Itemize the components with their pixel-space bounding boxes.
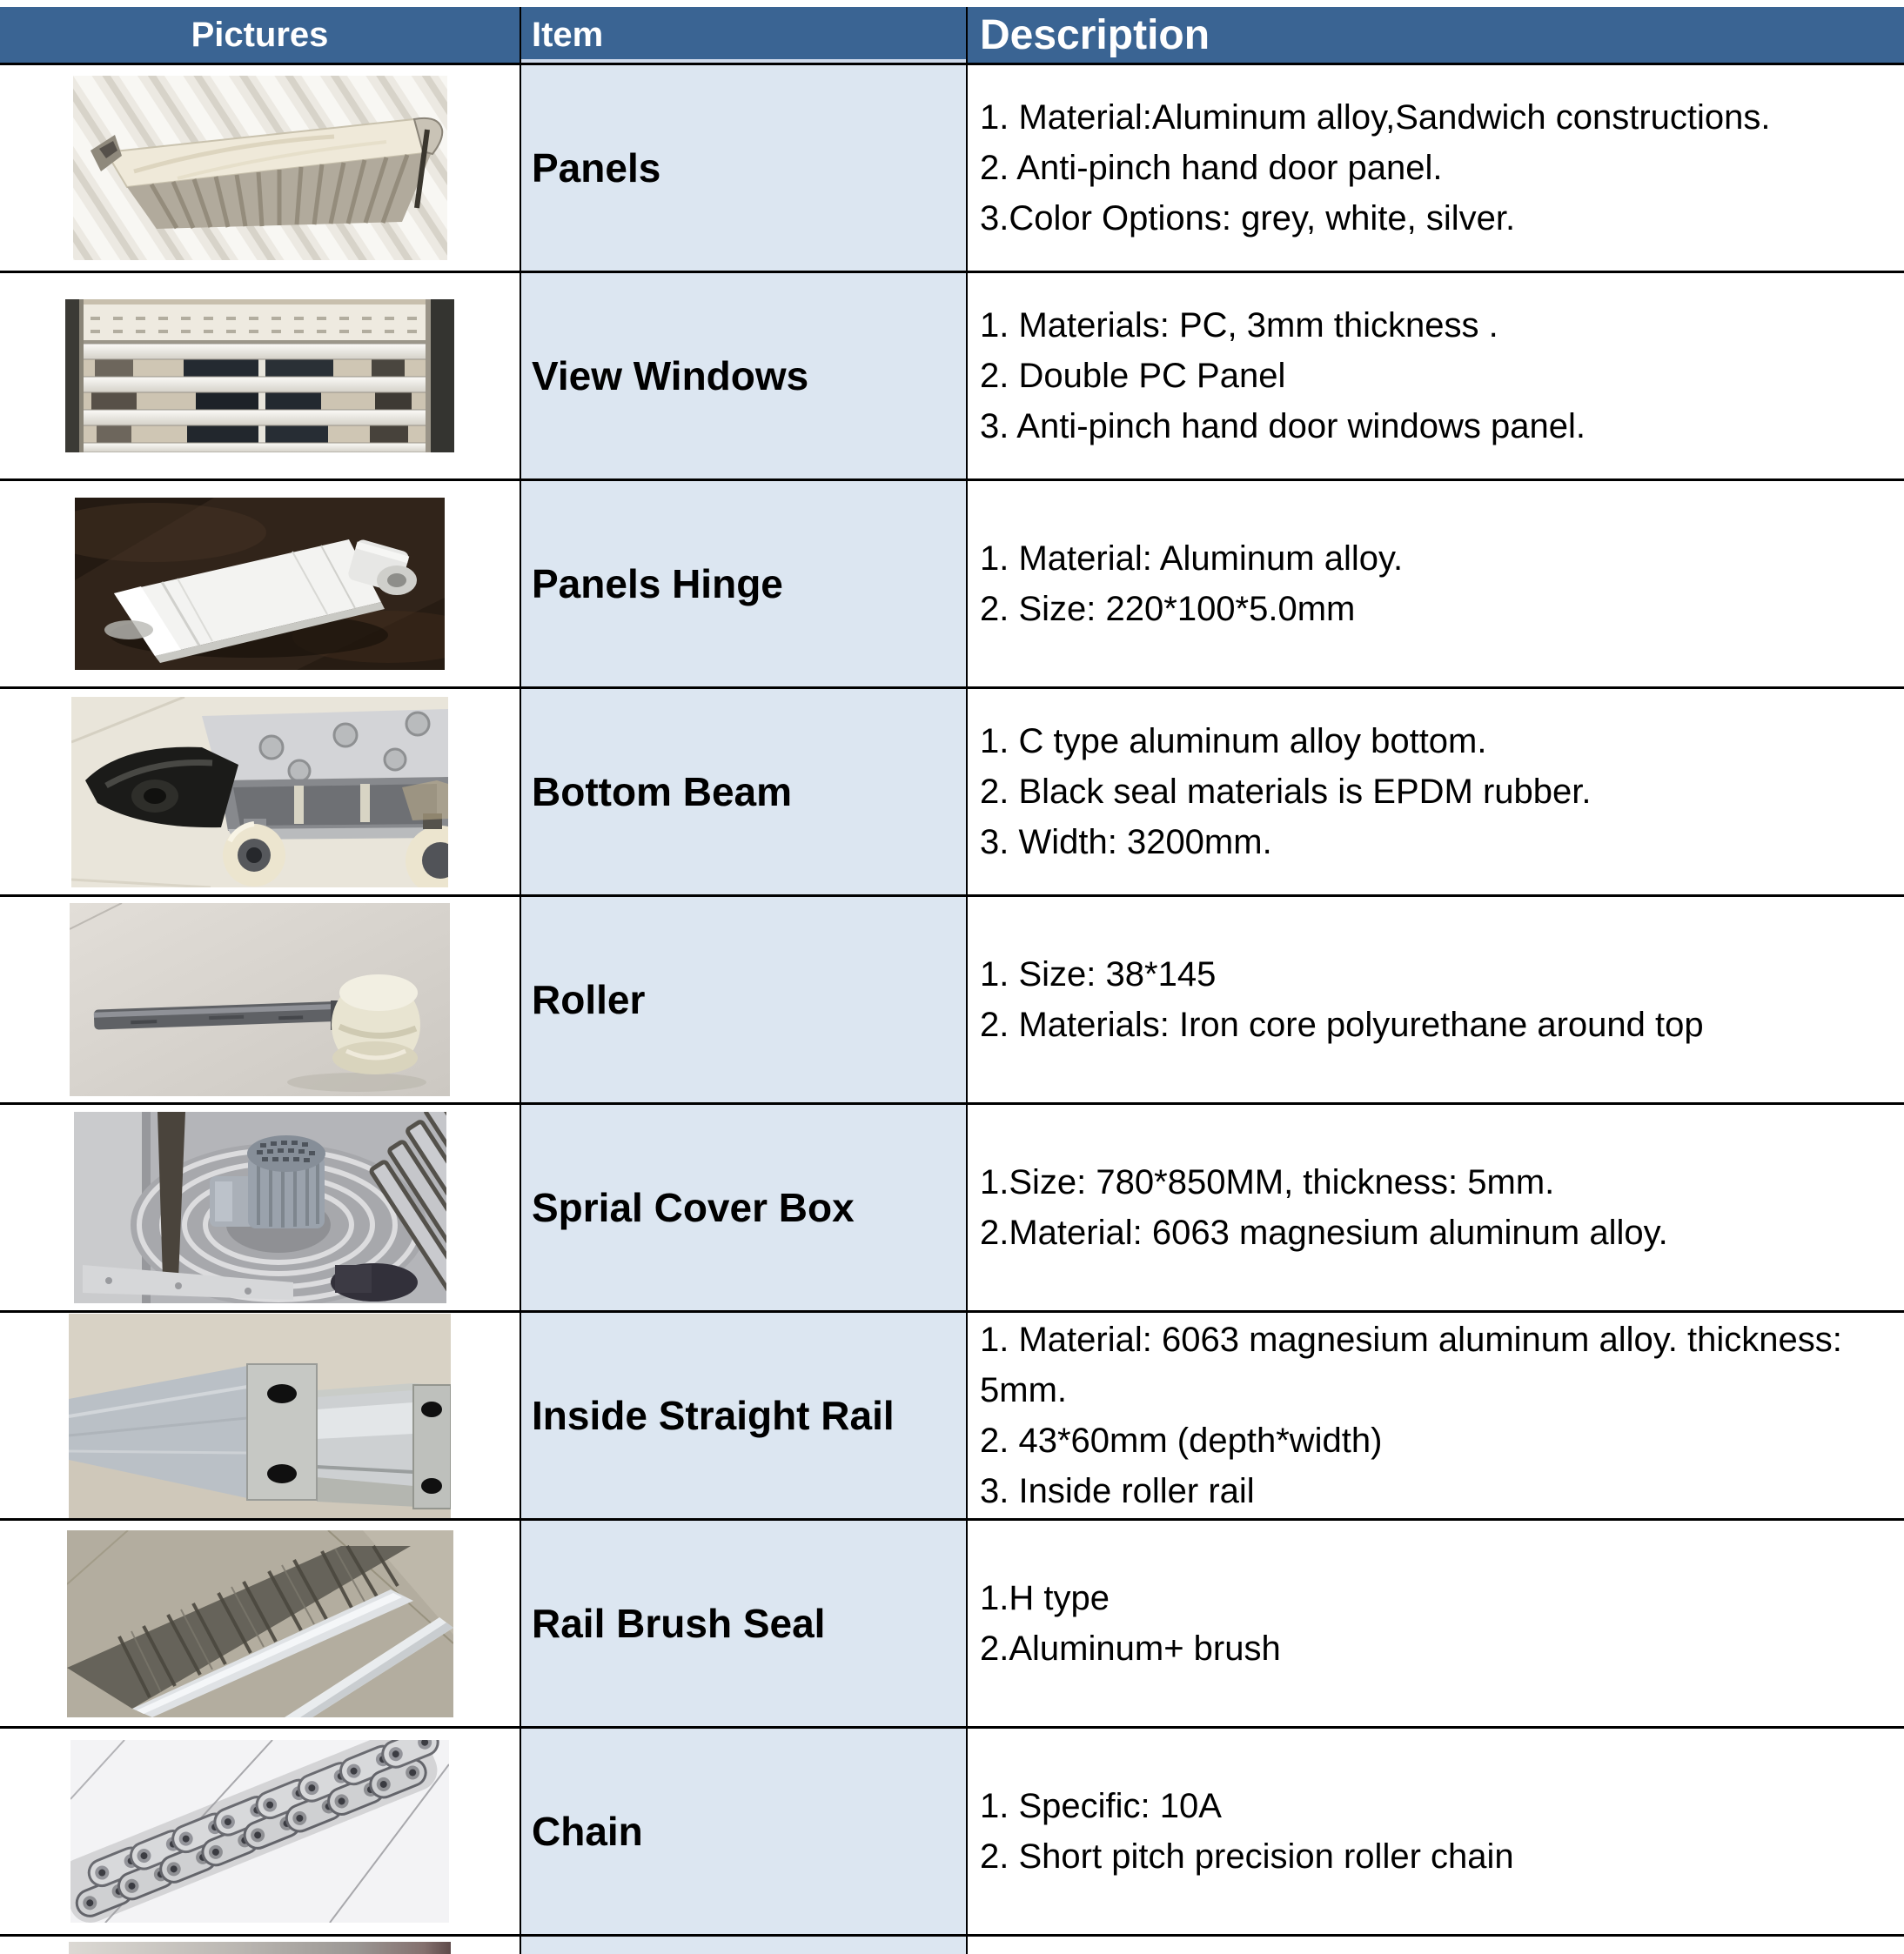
top-margin <box>0 0 1904 7</box>
desc-line: 2. Double PC Panel <box>980 357 1286 395</box>
panels-hinge-photo <box>75 498 445 670</box>
desc-line: 1. C type aluminum alloy bottom. <box>980 722 1487 760</box>
item-label: Sprial Cover Box <box>520 1105 968 1310</box>
next-row-photo-sliver <box>69 1942 451 1954</box>
table-row <box>0 689 1904 897</box>
desc-line: 3. Width: 3200mm. <box>980 823 1272 861</box>
description-cell <box>968 1521 1904 1726</box>
desc-line: 2. Anti-pinch hand door panel. <box>980 149 1443 187</box>
description-cell <box>968 481 1904 686</box>
sandwich-panel-photo <box>73 76 447 260</box>
desc-line: 3. Anti-pinch hand door windows panel. <box>980 407 1586 445</box>
desc-line: 2. Materials: Iron core polyurethane around top <box>980 1006 1704 1044</box>
table-row <box>0 273 1904 481</box>
desc-line: 1. Material: 6063 magnesium aluminum alloy. thickness: 5mm. <box>980 1321 1842 1409</box>
desc-line: 2.Aluminum+ brush <box>980 1629 1281 1668</box>
desc-line: 3. Inside roller rail <box>980 1472 1255 1510</box>
desc-line: 1.H type <box>980 1579 1110 1617</box>
partial-next-row <box>0 1937 1904 1954</box>
desc-line: 1. Size: 38*145 <box>980 955 1217 994</box>
next-row-description-cell <box>968 1937 1904 1954</box>
spiral-cover-box-photo <box>74 1112 446 1303</box>
desc-line: 1. Specific: 10A <box>980 1787 1222 1825</box>
item-label: Chain <box>520 1729 968 1934</box>
desc-line: 2. Size: 220*100*5.0mm <box>980 590 1356 628</box>
col-header-item: Item <box>520 7 968 63</box>
rail-brush-seal-photo <box>67 1530 453 1717</box>
description-cell <box>968 689 1904 894</box>
item-label: Roller <box>520 897 968 1102</box>
desc-line: 1. Material:Aluminum alloy,Sandwich constructions. <box>980 98 1771 137</box>
desc-line: 1. Materials: PC, 3mm thickness . <box>980 306 1498 345</box>
description-cell <box>968 1729 1904 1934</box>
description-cell <box>968 1313 1904 1518</box>
table-header-row <box>0 7 1904 65</box>
desc-line: 2. Short pitch precision roller chain <box>980 1837 1514 1876</box>
table-row <box>0 481 1904 689</box>
bottom-beam-photo <box>71 697 448 887</box>
desc-line: 2. Black seal materials is EPDM rubber. <box>980 773 1592 811</box>
roller-photo <box>70 903 450 1096</box>
item-label: Bottom Beam <box>520 689 968 894</box>
desc-line: 2.Material: 6063 magnesium aluminum alloy. <box>980 1214 1668 1252</box>
item-label: Rail Brush Seal <box>520 1521 968 1726</box>
desc-line: 1. Material: Aluminum alloy. <box>980 539 1404 578</box>
col-header-pictures: Pictures <box>191 15 329 54</box>
table-row <box>0 1521 1904 1729</box>
desc-line: 2. 43*60mm (depth*width) <box>980 1422 1383 1460</box>
table-row <box>0 1105 1904 1313</box>
description-cell <box>968 897 1904 1102</box>
table-row <box>0 897 1904 1105</box>
table-row <box>0 1729 1904 1937</box>
description-cell <box>968 1105 1904 1310</box>
table-row <box>0 65 1904 273</box>
description-cell <box>968 65 1904 271</box>
item-label: Panels Hinge <box>520 481 968 686</box>
desc-line: 3.Color Options: grey, white, silver. <box>980 199 1516 238</box>
col-header-description: Description <box>980 11 1210 58</box>
item-label: Inside Straight Rail <box>520 1313 968 1518</box>
chain-photo <box>70 1740 449 1923</box>
view-windows-photo <box>65 299 454 452</box>
next-row-item-cell <box>520 1937 968 1954</box>
inside-straight-rail-photo <box>69 1314 451 1518</box>
description-cell <box>968 273 1904 478</box>
desc-line: 1.Size: 780*850MM, thickness: 5mm. <box>980 1163 1555 1201</box>
table-row <box>0 1313 1904 1521</box>
item-label: View Windows <box>520 273 968 478</box>
item-label: Panels <box>520 65 968 271</box>
